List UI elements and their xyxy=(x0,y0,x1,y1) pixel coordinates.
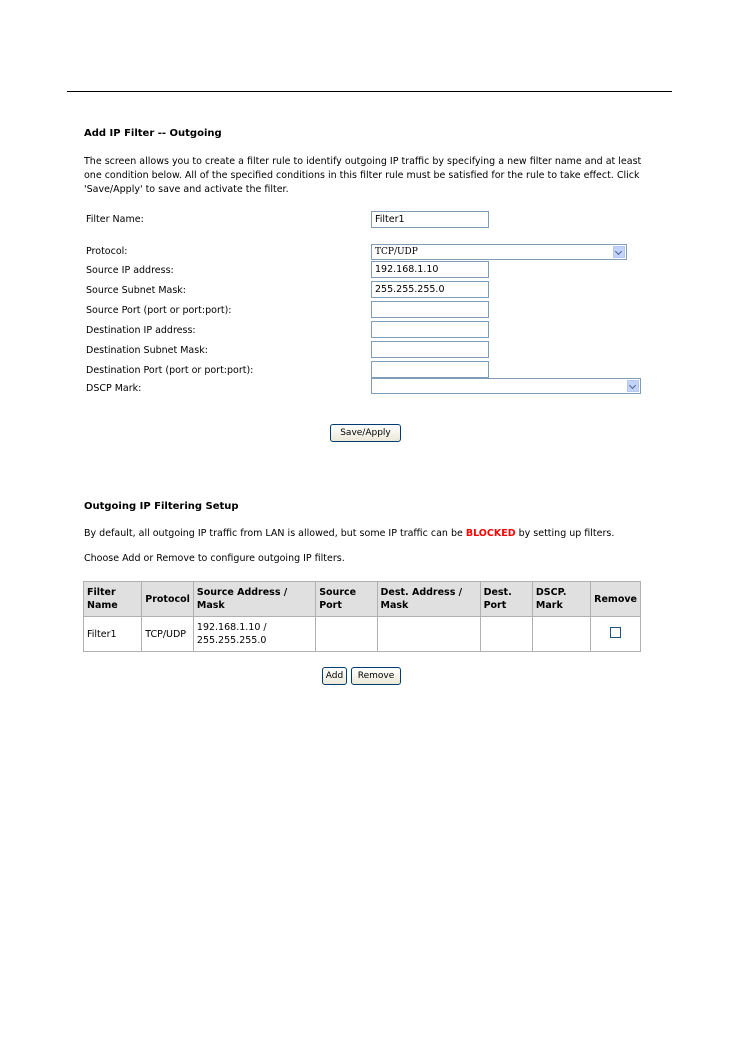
dscp-mark-label: DSCP Mark: xyxy=(86,383,142,394)
save-apply-button[interactable]: Save/Apply xyxy=(330,424,401,442)
remove-button[interactable]: Remove xyxy=(351,667,401,685)
source-mask-label: Source Subnet Mask: xyxy=(86,285,187,296)
dest-ip-label: Destination IP address: xyxy=(86,325,196,336)
filter-name-label: Filter Name: xyxy=(86,214,144,225)
add-filter-title: Add IP Filter -- Outgoing xyxy=(84,128,222,139)
col-remove: Remove xyxy=(591,582,641,617)
dest-mask-field[interactable] xyxy=(371,341,489,358)
table-header-row xyxy=(84,582,641,617)
col-source-address-mask: Source Address / Mask xyxy=(193,582,315,617)
source-port-field[interactable] xyxy=(371,301,489,318)
dest-port-field[interactable] xyxy=(371,361,489,378)
cell-remove xyxy=(591,617,641,652)
protocol-select[interactable] xyxy=(371,244,627,260)
chevron-down-icon[interactable] xyxy=(613,246,625,258)
cell-protocol: TCP/UDP xyxy=(142,617,194,652)
col-dest-port: Dest. Port xyxy=(480,582,532,617)
chevron-down-icon[interactable] xyxy=(627,380,639,392)
cell-dscp-mark xyxy=(532,617,590,652)
col-protocol: Protocol xyxy=(142,582,194,617)
dest-ip-field[interactable] xyxy=(371,321,489,338)
cell-filter-name: Filter1 xyxy=(84,617,142,652)
setup-note-after: by setting up filters. xyxy=(515,528,615,539)
add-filter-description: The screen allows you to create a filter rule to identify outgoing IP traffic by specifying a new filter name and at least one condition below. All of the specified conditions in this filter rule must be satisfied for the rule to take effect. Click 'Save/Apply' to save and activate the filter. xyxy=(84,156,642,195)
dest-mask-label: Destination Subnet Mask: xyxy=(86,345,208,356)
header-rule xyxy=(67,91,672,92)
cell-dest-port xyxy=(480,617,532,652)
col-dest-address-mask: Dest. Address / Mask xyxy=(377,582,480,617)
protocol-label: Protocol: xyxy=(86,246,128,257)
add-button[interactable]: Add xyxy=(322,667,347,685)
remove-checkbox[interactable] xyxy=(610,627,621,638)
cell-source-port xyxy=(316,617,377,652)
filter-table xyxy=(83,581,641,652)
col-source-port: Source Port xyxy=(316,582,377,617)
table-row xyxy=(84,617,641,652)
source-mask-field[interactable]: 255.255.255.0 xyxy=(371,281,489,298)
filter-name-field[interactable]: Filter1 xyxy=(371,211,489,228)
setup-hint: Choose Add or Remove to configure outgoing IP filters. xyxy=(84,553,345,564)
cell-source-address-mask: 192.168.1.10 / 255.255.255.0 xyxy=(193,617,315,652)
source-ip-label: Source IP address: xyxy=(86,265,174,276)
cell-dest-address-mask xyxy=(377,617,480,652)
setup-title: Outgoing IP Filtering Setup xyxy=(84,501,239,512)
setup-note-before: By default, all outgoing IP traffic from LAN is allowed, but some IP traffic can be xyxy=(84,528,466,539)
col-filter-name: Filter Name xyxy=(84,582,142,617)
dest-port-label: Destination Port (port or port:port): xyxy=(86,365,254,376)
setup-note xyxy=(84,527,614,541)
protocol-select-value: TCP/UDP xyxy=(375,247,418,257)
dscp-mark-select[interactable] xyxy=(371,378,641,394)
source-port-label: Source Port (port or port:port): xyxy=(86,305,232,316)
col-dscp-mark: DSCP. Mark xyxy=(532,582,590,617)
source-ip-field[interactable]: 192.168.1.10 xyxy=(371,261,489,278)
blocked-text: BLOCKED xyxy=(465,528,516,539)
